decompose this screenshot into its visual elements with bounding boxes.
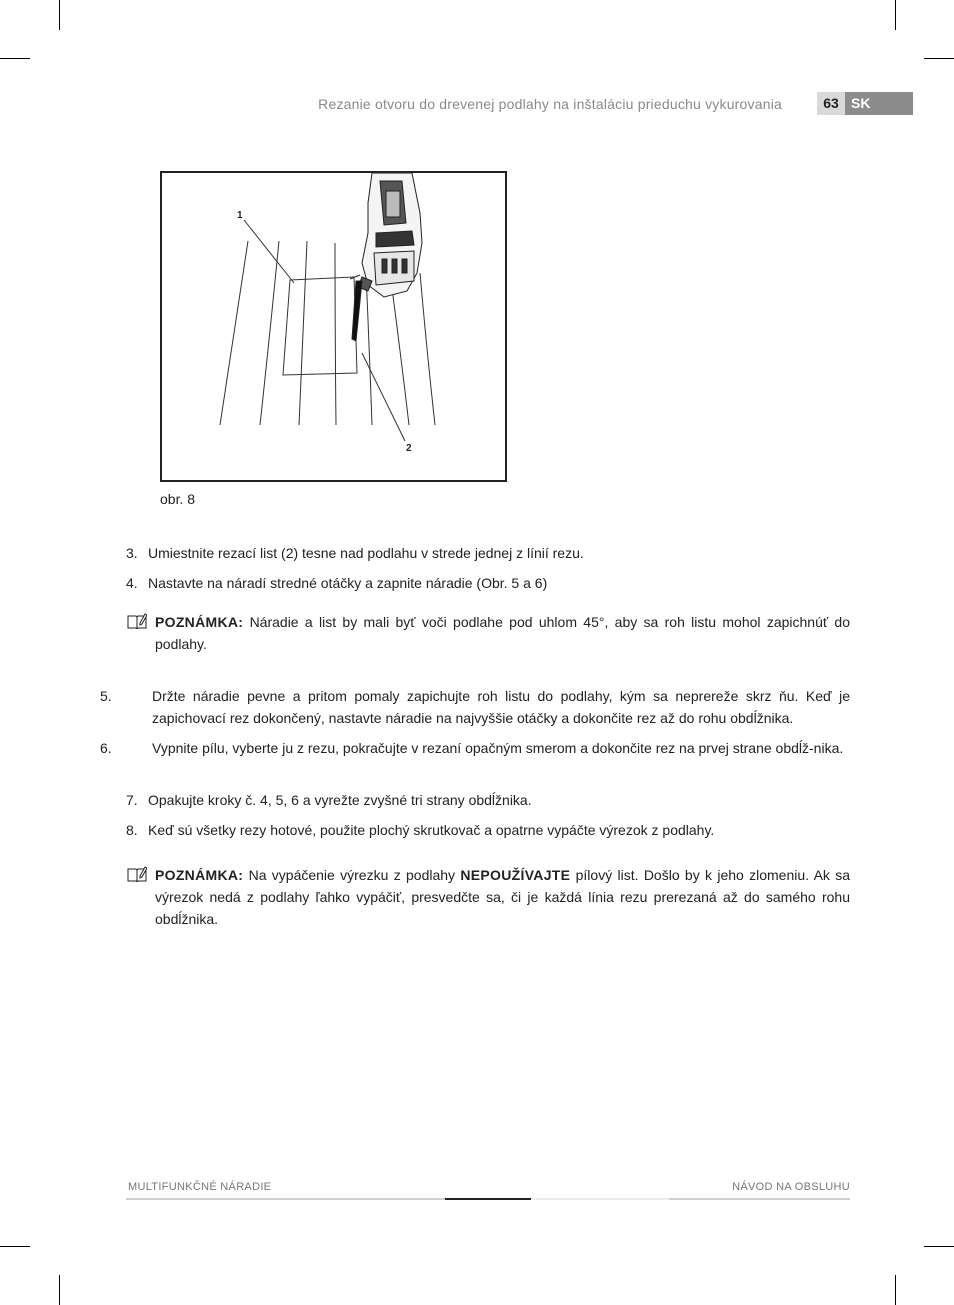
footer-divider <box>669 1198 850 1200</box>
list-item <box>126 542 850 564</box>
crop-mark <box>0 58 30 59</box>
language-badge: SK <box>845 92 913 115</box>
crop-mark <box>924 58 954 59</box>
figure-label-2: 2 <box>406 443 412 454</box>
floorboard-line <box>299 241 307 425</box>
step-text: Umiestnite rezací list (2) tesne nad podlahu v strede jednej z línií rezu. <box>148 545 584 561</box>
section-title: Rezanie otvoru do drevenej podlahy na inštaláciu prieduchu vykurovania <box>318 96 782 112</box>
floorboard-line <box>260 241 279 425</box>
footer-divider <box>126 1198 445 1200</box>
note-text: pílový list. Došlo by k jeho zlomeniu. Ak sa výrezok nedá z podlahy ľahko vypáčiť, presvedčte sa, či je každá línia rezu prerezaná až do samého rohu obdĺžnika. <box>155 867 851 927</box>
leader-line-2 <box>362 353 405 441</box>
figure-label-1: 1 <box>237 210 243 221</box>
floorboard-line <box>335 243 336 425</box>
list-item <box>100 737 850 759</box>
crop-mark <box>895 0 896 30</box>
note-book-icon <box>127 613 147 629</box>
note-text: Náradie a list by mali byť voči podlahe pod uhlom 45°, aby sa roh listu mohol zapichnúť do podlahy. <box>155 614 851 652</box>
crop-mark <box>895 1275 896 1305</box>
leader-line-1 <box>244 220 294 283</box>
list-item <box>100 685 850 729</box>
note-emphasis: NEPOUŽÍVAJTE <box>460 867 571 883</box>
crop-mark <box>0 1246 30 1247</box>
floorboard-line <box>390 273 409 425</box>
step-text: Držte náradie pevne a pritom pomaly zapichujte roh listu do podlahy, kým sa neprereže skrz ňu. Keď je zapichovací rez dokončený, nastavte náradie na najvyššie otáčky a dokončite rez až do rohu obdĺžnika. <box>152 688 850 726</box>
note-label: POZNÁMKA: <box>155 867 244 883</box>
note-label: POZNÁMKA: <box>155 614 244 630</box>
step-number: 3. <box>126 545 138 561</box>
step-number: 8. <box>126 822 138 838</box>
crop-mark <box>924 1246 954 1247</box>
multitool-drawing <box>350 173 422 341</box>
note-box <box>126 611 850 655</box>
list-item <box>126 819 850 841</box>
step-number: 7. <box>126 792 138 808</box>
step-text: Nastavte na náradí stredné otáčky a zapnite náradie (Obr. 5 a 6) <box>148 575 548 591</box>
figure-illustration <box>160 171 507 482</box>
step-number: 6. <box>100 740 112 756</box>
step-number: 5. <box>100 688 112 704</box>
page-number: 63 <box>817 92 845 115</box>
note-book-icon <box>127 866 147 882</box>
cutout-rectangle <box>283 277 357 375</box>
page-tab <box>817 92 913 115</box>
step-text: Keď sú všetky rezy hotové, použite plochý skrutkovač a opatrne vypáčte výrezok z podlahy. <box>148 822 715 838</box>
footer-divider <box>531 1198 669 1200</box>
figure-caption: obr. 8 <box>160 491 196 507</box>
floor-cutting-drawing <box>162 173 505 480</box>
footer-product-name: MULTIFUNKČNÉ NÁRADIE <box>128 1181 272 1193</box>
footer-document-name: NÁVOD NA OBSLUHU <box>732 1181 850 1193</box>
step-text: Vypnite pílu, vyberte ju z rezu, pokračujte v rezaní opačným smerom a dokončite rez na prvej strane obdĺž-nika. <box>152 740 844 756</box>
footer-divider-accent <box>445 1198 531 1200</box>
floorboard-line <box>220 241 248 425</box>
list-item <box>126 789 850 811</box>
step-number: 4. <box>126 575 138 591</box>
note-text: Na vypáčenie výrezku z podlahy <box>248 867 456 883</box>
note-box <box>126 864 850 930</box>
crop-mark <box>59 0 60 30</box>
crop-mark <box>59 1275 60 1305</box>
step-text: Opakujte kroky č. 4, 5, 6 a vyrežte zvyšné tri strany obdĺžnika. <box>148 792 532 808</box>
list-item <box>126 572 850 594</box>
floorboard-line <box>420 273 435 425</box>
